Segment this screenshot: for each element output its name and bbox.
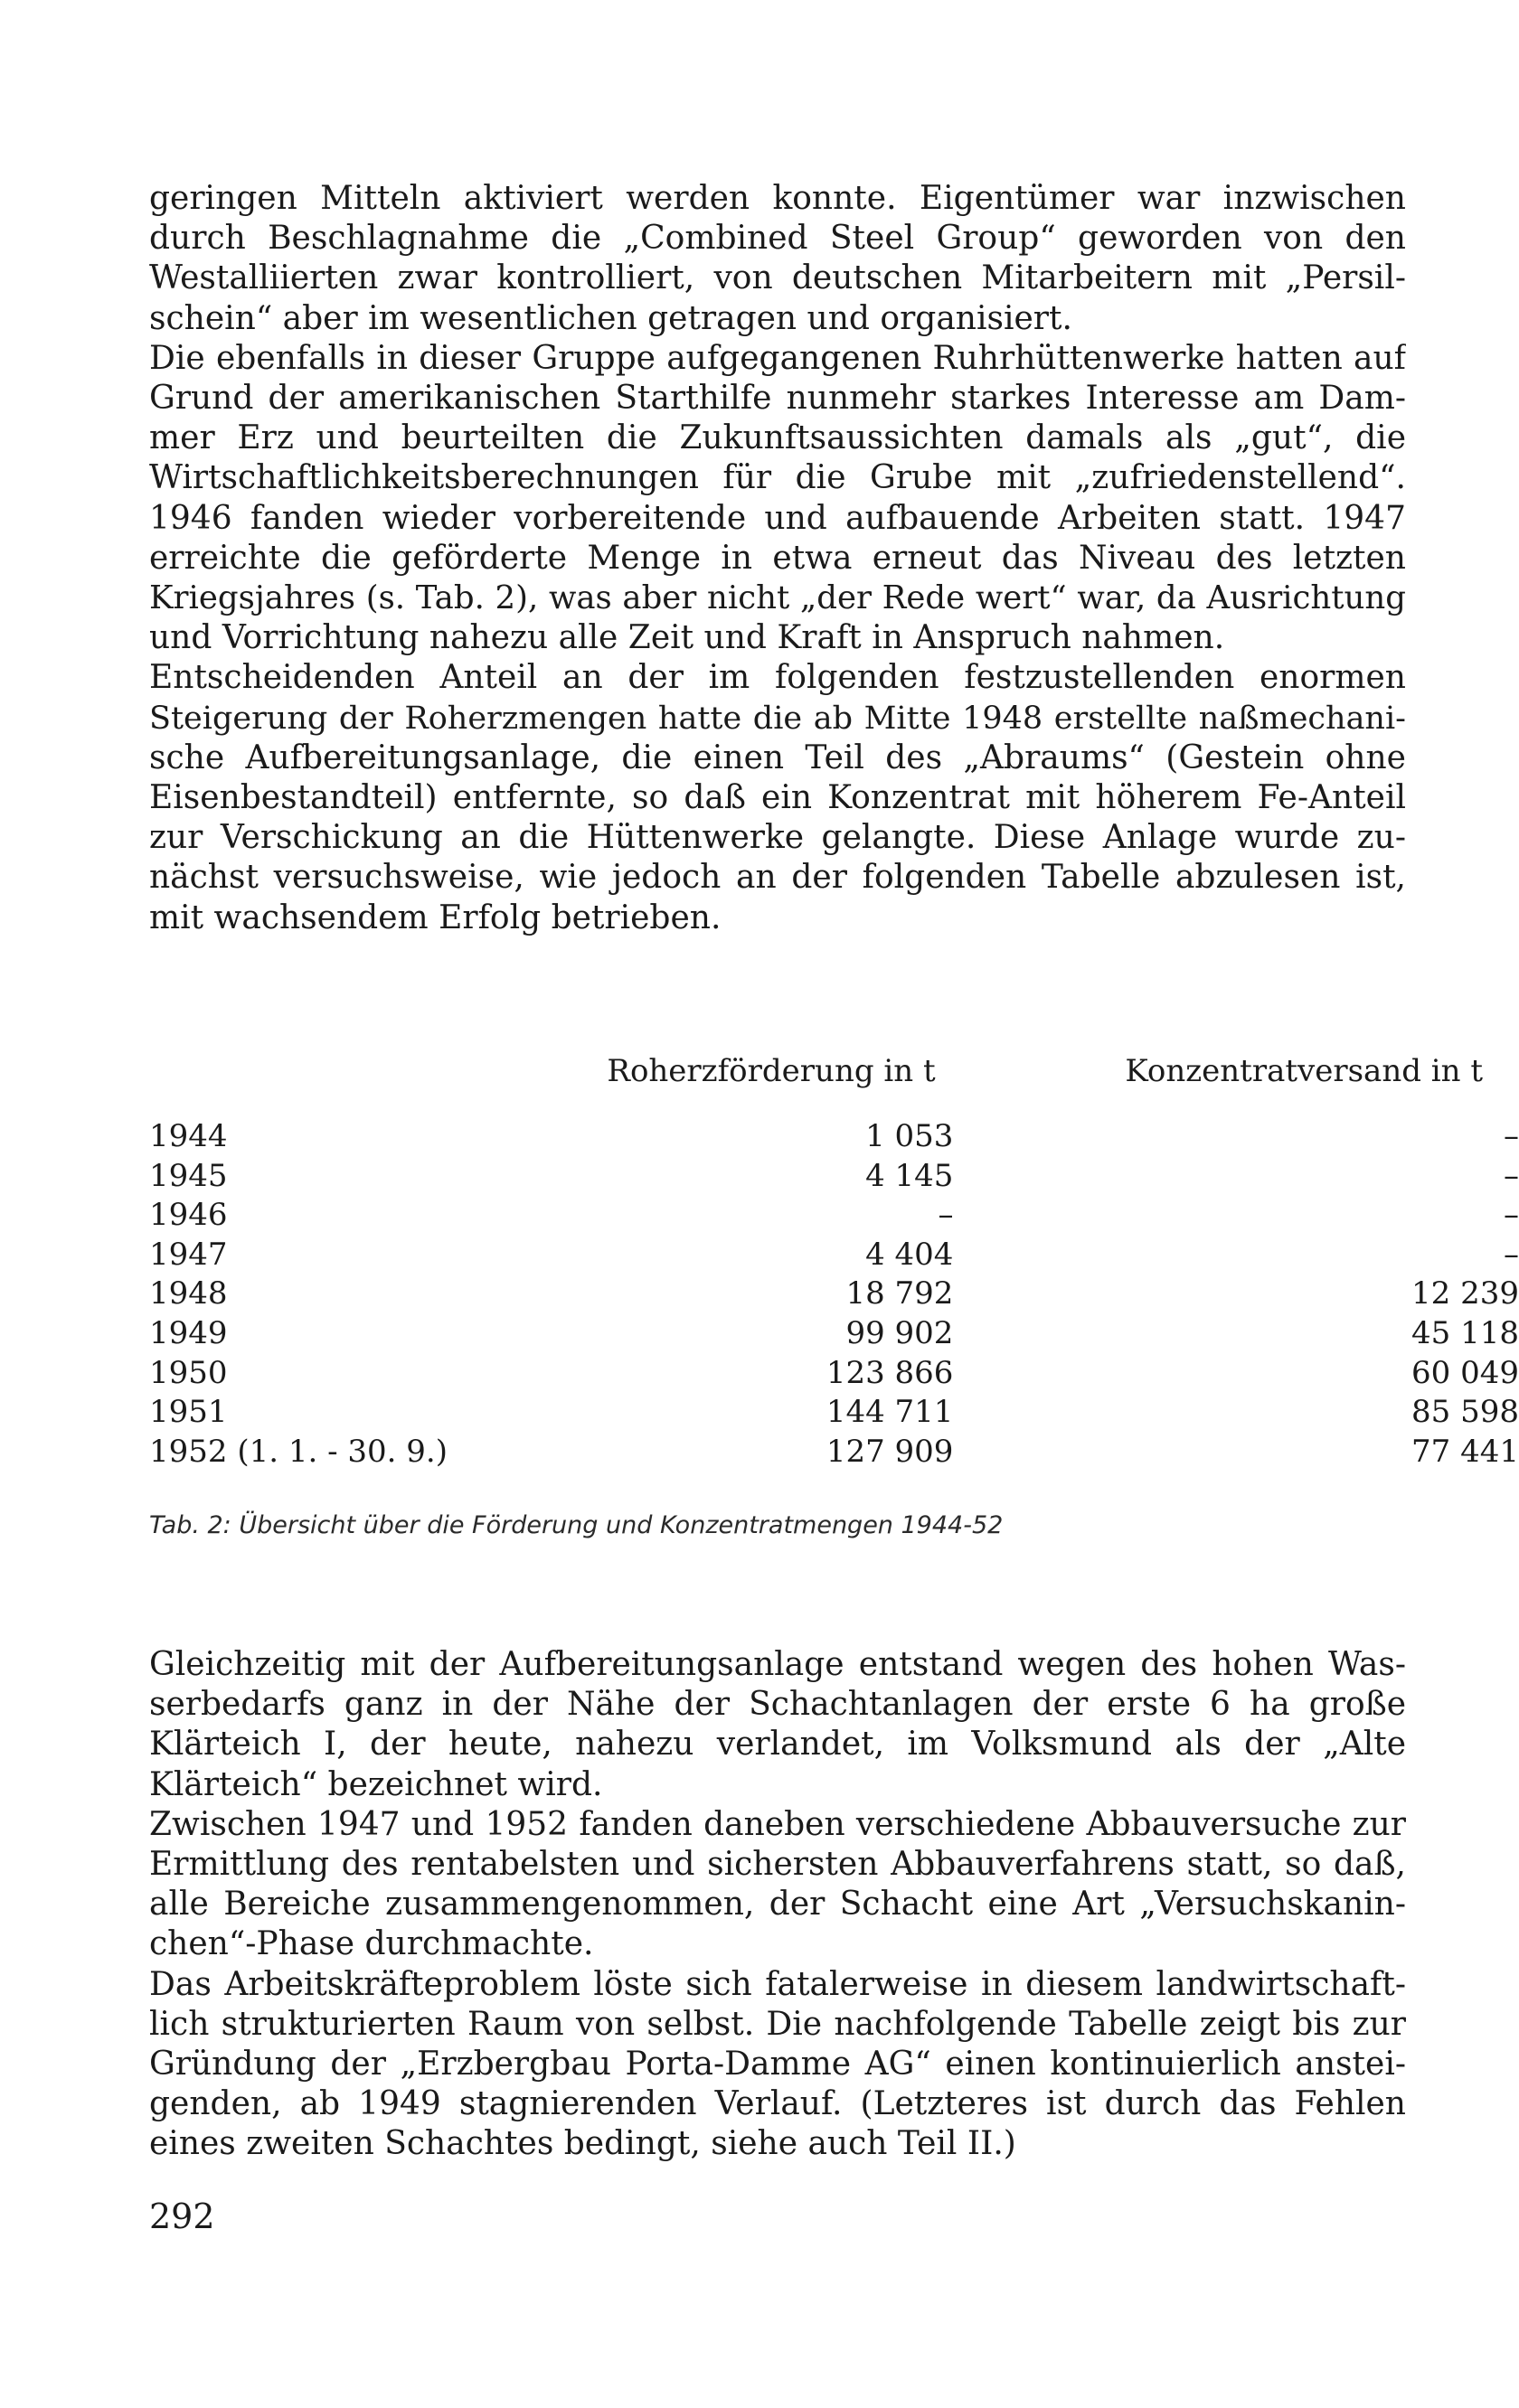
- text-line: sche Aufbereitungsanlage, die einen Teil des „Abraums“ (Gestein ohne: [149, 738, 1406, 776]
- cell-year: 1946: [149, 1197, 228, 1234]
- cell-roherz: 1 053: [865, 1118, 954, 1154]
- text-line: Gleichzeitig mit der Aufbereitungsanlage entstand wegen des hohen Was-: [149, 1646, 1406, 1683]
- paragraph: [149, 179, 1406, 339]
- header-konzentrat: Konzentratversand in t: [1125, 1053, 1484, 1089]
- cell-konzentrat: 77 441: [1411, 1433, 1519, 1470]
- cell-roherz: 18 792: [845, 1275, 954, 1312]
- cell-konzentrat: –: [1504, 1236, 1519, 1273]
- cell-konzentrat: –: [1504, 1197, 1519, 1234]
- table-row: [149, 1196, 1519, 1236]
- text-line: Das Arbeitskräfteproblem löste sich fatalerweise in diesem landwirtschaft-: [149, 1965, 1406, 2003]
- paragraph: [149, 658, 1406, 937]
- cell-year: 1950: [149, 1354, 228, 1391]
- cell-year: 1952 (1. 1. - 30. 9.): [149, 1433, 448, 1470]
- text-line: Klärteich I, der heute, nahezu verlandet, im Volksmund als der „Alte: [149, 1726, 1406, 1764]
- cell-konzentrat: –: [1504, 1157, 1519, 1194]
- text-line: Kriegsjahres (s. Tab. 2), was aber nicht „der Rede wert“ war, da Ausrichtung: [149, 579, 1406, 617]
- text-line: Zwischen 1947 und 1952 fanden daneben verschiedene Abbauversuche zur: [149, 1805, 1406, 1843]
- cell-roherz: 4 145: [865, 1157, 954, 1194]
- cell-year: 1945: [149, 1157, 228, 1194]
- cell-konzentrat: 85 598: [1411, 1394, 1519, 1431]
- text-line: Eisenbestandteil) entfernte, so daß ein Konzentrat mit höherem Fe-Anteil: [149, 779, 1406, 817]
- text-line: serbedarfs ganz in der Nähe der Schachtanlagen der erste 6 ha große: [149, 1686, 1406, 1724]
- text-line: Westalliierten zwar kontrolliert, von deutschen Mitarbeitern mit „Persil-: [149, 259, 1406, 297]
- text-line: schein“ aber im wesentlichen getragen und organisiert.: [149, 299, 1072, 337]
- text-line: 1946 fanden wieder vorbereitende und aufbauende Arbeiten statt. 1947: [149, 499, 1406, 537]
- table-row: [149, 1117, 1519, 1157]
- header-roherz: Roherzförderung in t: [607, 1053, 936, 1089]
- paragraph: [149, 1805, 1406, 1965]
- cell-konzentrat: 12 239: [1411, 1275, 1519, 1312]
- text-line: genden, ab 1949 stagnierenden Verlauf. (Letzteres ist durch das Fehlen: [149, 2085, 1406, 2123]
- table-row: [149, 1314, 1519, 1354]
- cell-roherz: 144 711: [826, 1394, 954, 1431]
- header-year: [149, 1058, 517, 1117]
- text-line: eines zweiten Schachtes bedingt, siehe auch Teil II.): [149, 2125, 1016, 2163]
- production-table: [149, 1053, 1519, 1472]
- text-line: lich strukturierten Raum von selbst. Die nachfolgende Tabelle zeigt bis zur: [149, 2005, 1406, 2043]
- text-line: Grund der amerikanischen Starthilfe nunmehr starkes Interesse am Dam-: [149, 380, 1406, 418]
- body-text-bottom: [149, 1645, 1406, 2165]
- text-line: Die ebenfalls in dieser Gruppe aufgegangenen Ruhrhüttenwerke hatten auf: [149, 339, 1406, 377]
- table-caption: Tab. 2: Übersicht über die Förderung und Konzentratmengen 1944-52: [149, 1511, 1004, 1539]
- cell-roherz: 4 404: [865, 1236, 954, 1273]
- text-line: Ermittlung des rentabelsten und sichersten Abbauverfahrens statt, so daß,: [149, 1846, 1406, 1884]
- text-line: zur Verschickung an die Hüttenwerke gelangte. Diese Anlage wurde zu-: [149, 819, 1406, 857]
- paragraph: [149, 339, 1406, 659]
- cell-year: 1944: [149, 1118, 228, 1154]
- table-header: [149, 1053, 1519, 1117]
- text-line: erreichte die geförderte Menge in etwa erneut das Niveau des letzten: [149, 539, 1406, 577]
- text-line: mit wachsendem Erfolg betrieben.: [149, 898, 722, 936]
- cell-roherz: 99 902: [845, 1314, 954, 1351]
- table-row: [149, 1354, 1519, 1394]
- cell-year: 1948: [149, 1275, 228, 1312]
- text-line: Entscheidenden Anteil an der im folgenden festzustellenden enormen: [149, 659, 1406, 697]
- text-line: alle Bereiche zusammengenommen, der Schacht eine Art „Versuchskanin-: [149, 1886, 1406, 1924]
- text-line: chen“-Phase durchmachte.: [149, 1925, 594, 1963]
- text-line: Gründung der „Erzbergbau Porta-Damme AG“ einen kontinuierlich anstei-: [149, 2046, 1406, 2083]
- paragraph: [149, 1645, 1406, 1805]
- text-line: Klärteich“ bezeichnet wird.: [149, 1765, 603, 1803]
- table-row: [149, 1236, 1519, 1275]
- table-row: [149, 1275, 1519, 1314]
- cell-roherz: 127 909: [826, 1433, 954, 1470]
- table-row: [149, 1157, 1519, 1197]
- cell-roherz: –: [938, 1197, 954, 1234]
- cell-year: 1949: [149, 1314, 228, 1351]
- paragraph: [149, 1965, 1406, 2165]
- text-line: Steigerung der Roherzmengen hatte die ab Mitte 1948 erstellte naßmechani-: [149, 700, 1406, 737]
- page-number: 292: [149, 2196, 215, 2236]
- cell-konzentrat: 60 049: [1411, 1354, 1519, 1391]
- table-row: [149, 1393, 1519, 1433]
- text-line: mer Erz und beurteilten die Zukunftsaussichten damals als „gut“, die: [149, 419, 1406, 457]
- text-line: durch Beschlagnahme die „Combined Steel Group“ geworden von den: [149, 220, 1406, 258]
- text-line: und Vorrichtung nahezu alle Zeit und Kraft in Anspruch nahmen.: [149, 619, 1225, 657]
- cell-year: 1947: [149, 1236, 228, 1273]
- body-text-top: [149, 179, 1406, 938]
- text-line: Wirtschaftlichkeitsberechnungen für die Grube mit „zufriedenstellend“.: [149, 459, 1406, 497]
- table-header-row: [149, 1058, 1519, 1117]
- table-body: [149, 1117, 1519, 1472]
- cell-roherz: 123 866: [826, 1354, 954, 1391]
- cell-year: 1951: [149, 1394, 228, 1431]
- cell-konzentrat: –: [1504, 1118, 1519, 1154]
- cell-konzentrat: 45 118: [1411, 1314, 1519, 1351]
- text-line: nächst versuchsweise, wie jedoch an der folgenden Tabelle abzulesen ist,: [149, 859, 1406, 897]
- table-row: [149, 1433, 1519, 1472]
- text-line: geringen Mitteln aktiviert werden konnte. Eigentümer war inzwischen: [149, 180, 1406, 217]
